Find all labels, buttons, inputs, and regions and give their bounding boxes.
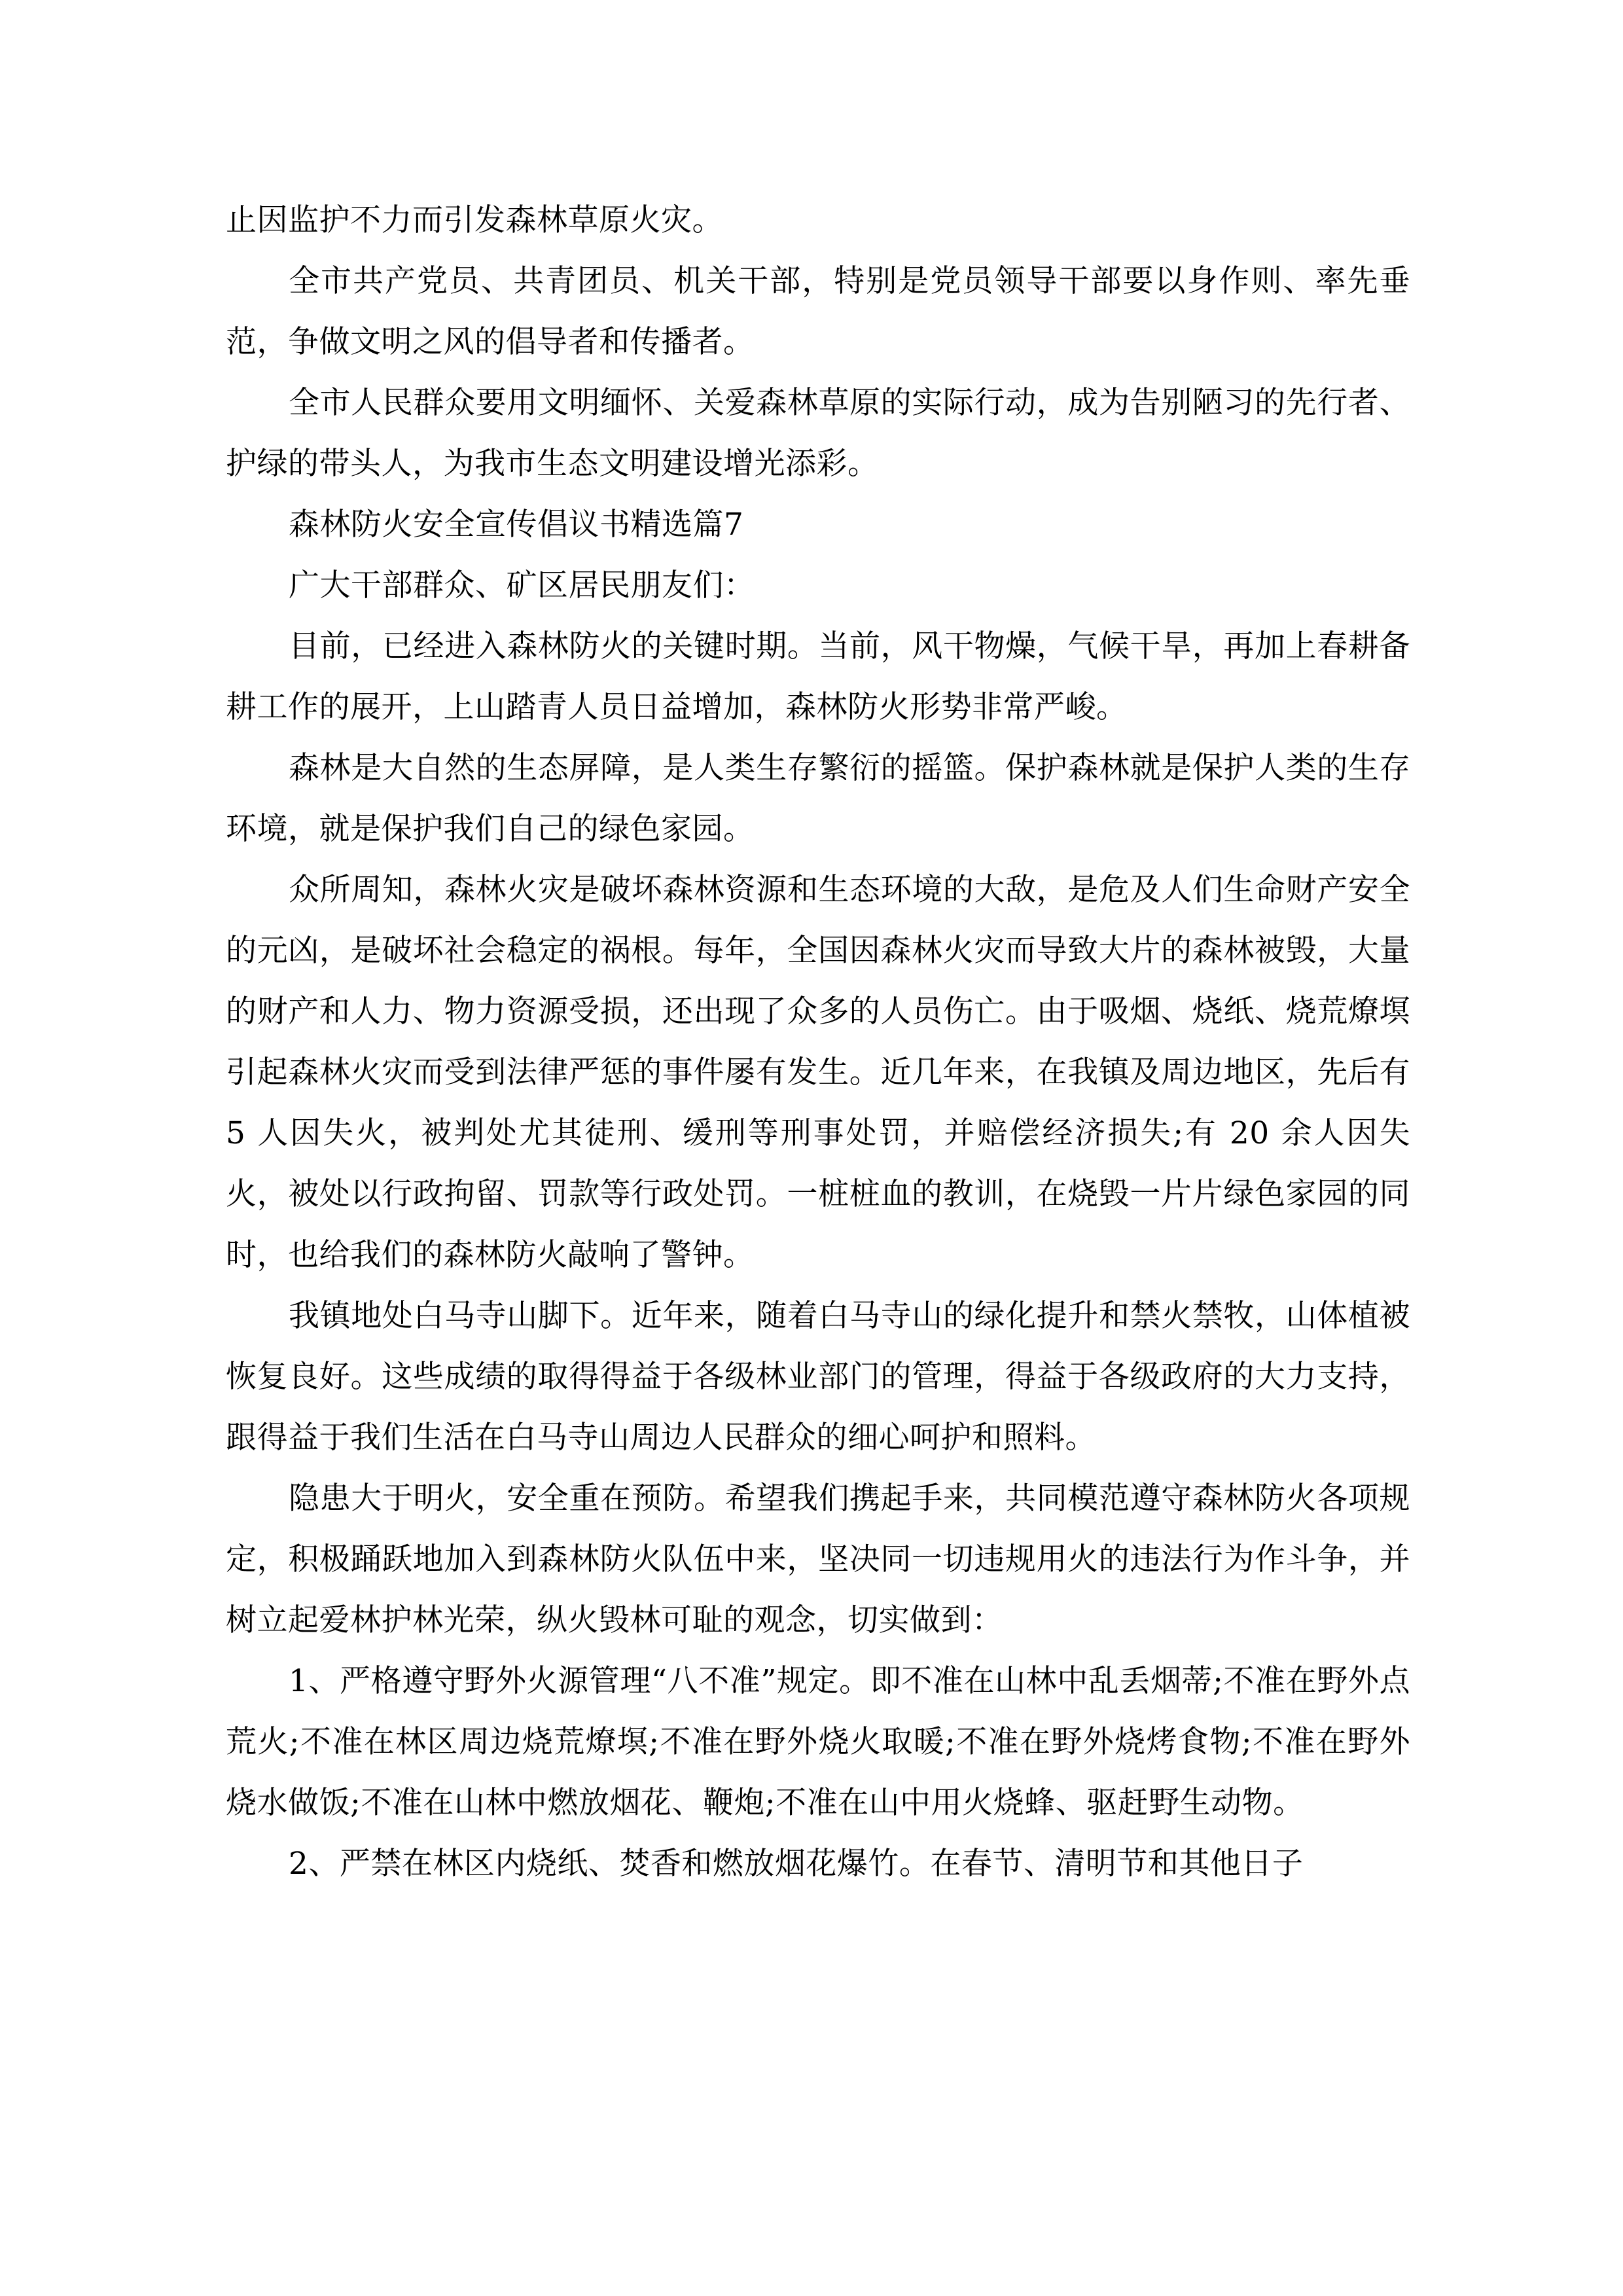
paragraph: 隐患大于明火，安全重在预防。希望我们携起手来，共同模范遵守森林防火各项规定，积极踊跃地加入到森林防火队伍中来，坚决同一切违规用火的违法行为作斗争，并树立起爱林护林光荣，纵火毁林可耻的观念，切实做到：	[226, 1480, 1410, 1638]
paragraph: 我镇地处白马寺山脚下。近年来，随着白马寺山的绿化提升和禁火禁牧，山体植被恢复良好。这些成绩的取得得益于各级林业部门的管理，得益于各级政府的大力支持，跟得益于我们生活在白马寺山周边人民群众的细心呵护和照料。	[226, 1298, 1410, 1456]
section-heading: 森林防火安全宣传倡议书精选篇7	[289, 507, 744, 543]
list-item: 1、严格遵守野外火源管理“八不准”规定。即不准在山林中乱丢烟蒂;不准在野外点荒火;不准在林区周边烧荒燎塓;不准在野外烧火取暖;不准在野外烧烤食物;不准在野外烧水做饭;不准在山林中燃放烟花、鞭炮;不准在山中用火烧蜂、驱赶野生动物。	[226, 1663, 1410, 1821]
paragraph: 全市共产党员、共青团员、机关干部，特别是党员领导干部要以身作则、率先垂范，争做文明之风的倡导者和传播者。	[226, 263, 1410, 360]
paragraph: 众所周知，森林火灾是破坏森林资源和生态环境的大敌，是危及人们生命财产安全的元凶，是破坏社会稳定的祸根。每年，全国因森林火灾而导致大片的森林被毁，大量的财产和人力、物力资源受损，还出现了众多的人员伤亡。由于吸烟、烧纸、烧荒燎塓引起森林火灾而受到法律严惩的事件屡有发生。近几年来，在我镇及周边地区，先后有 5 人因失火，被判处尤其徒刑、缓刑等刑事处罚，并赔偿经济损失;有 20 余人因失火，被处以行政拘留、罚款等行政处罚。一桩桩血的教训，在烧毁一片片绿色家园的同时，也给我们的森林防火敲响了警钟。	[226, 872, 1410, 1273]
paragraph: 目前，已经进入森林防火的关键时期。当前，风干物燥，气候干旱，再加上春耕备耕工作的展开，上山踏青人员日益增加，森林防火形势非常严峻。	[226, 628, 1410, 725]
salutation: 广大干部群众、矿区居民朋友们：	[289, 567, 755, 603]
list-item: 2、严禁在林区内烧纸、焚香和燃放烟花爆竹。在春节、清明节和其他日子	[289, 1846, 1304, 1882]
paragraph: 全市人民群众要用文明缅怀、关爱森林草原的实际行动，成为告别陋习的先行者、护绿的带头人，为我市生态文明建设增光添彩。	[226, 385, 1410, 482]
paragraph: 森林是大自然的生态屏障，是人类生存繁衍的摇篮。保护森林就是保护人类的生存环境，就是保护我们自己的绿色家园。	[226, 750, 1410, 847]
document-body	[226, 190, 1410, 1894]
paragraph-continued: 止因监护不力而引发森林草原火灾。	[226, 202, 723, 238]
